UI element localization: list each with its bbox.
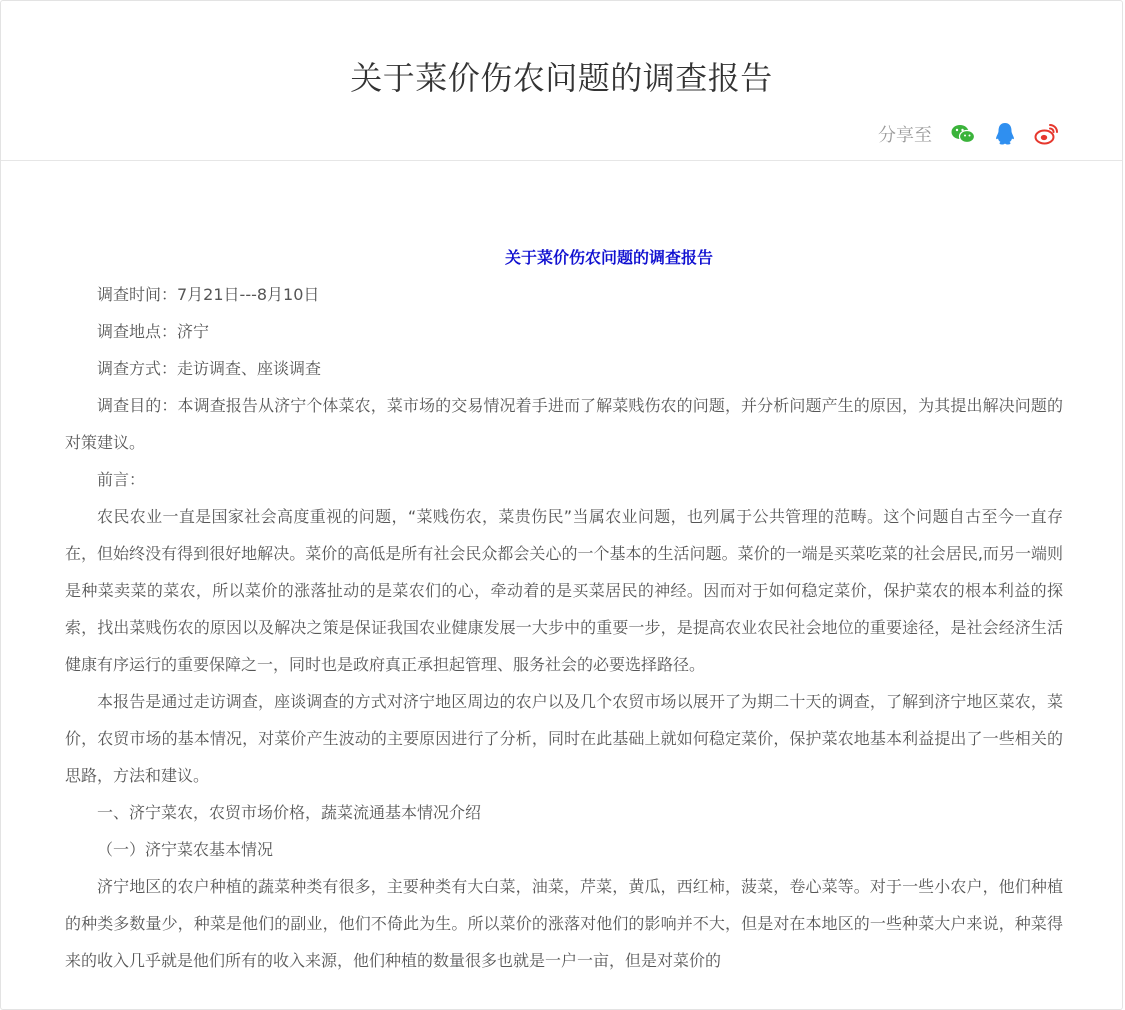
- share-bar: [878, 121, 1060, 147]
- article-header: [1, 1, 1122, 161]
- article-content: [65, 231, 1063, 979]
- share-label: 分享至: [878, 125, 932, 146]
- weibo-icon[interactable]: [1034, 121, 1060, 147]
- paragraph-survey-method: 调查方式：走访调查、座谈调查: [97, 359, 322, 378]
- qq-icon[interactable]: [992, 121, 1018, 147]
- page-title: 关于菜价伤农问题的调查报告: [350, 59, 773, 97]
- paragraph-report-intro: 本报告是通过走访调查，座谈调查的方式对济宁地区周边的农户以及几个农贸市场以展开了为期二十天的调查，了解到济宁地区菜农，菜价，农贸市场的基本情况，对菜价产生波动的主要原因进行了分析，同时在此基础上就如何稳定菜价，保护菜农地基本利益提出了一些相关的思路，方法和建议。: [65, 692, 1063, 785]
- subsection-heading-1: （一）济宁菜农基本情况: [97, 840, 274, 859]
- paragraph-survey-location: 调查地点：济宁: [97, 322, 210, 341]
- paragraph-preface-label: 前言：: [97, 470, 146, 489]
- paragraph-preface-body: 农民农业一直是国家社会高度重视的问题，“菜贱伤农，菜贵伤民”当属农业问题，也列属于公共管理的范畴。这个问题自古至今一直存在，但始终没有得到很好地解决。菜价的高低是所有社会民众都会关心的一个基本的生活问题。菜价的一端是买菜吃菜的社会居民,而另一端则是种菜卖菜的菜农，所以菜价的涨落扯动的是菜农们的心，牵动着的是买菜居民的神经。因而对于如何稳定菜价，保护菜农的根本利益的探索，找出菜贱伤农的原因以及解决之策是保证我国农业健康发展一大步中的重要一步，是提高农业农民社会地位的重要途径，是社会经济生活健康有序运行的重要保障之一，同时也是政府真正承担起管理、服务社会的必要选择路径。: [65, 507, 1063, 674]
- paragraph-survey-purpose: 调查目的：本调查报告从济宁个体菜农，菜市场的交易情况着手进而了解菜贱伤农的问题，并分析问题产生的原因，为其提出解决问题的对策建议。: [65, 396, 1063, 452]
- section-heading-1: 一、济宁菜农，农贸市场价格，蔬菜流通基本情况介绍: [97, 803, 482, 822]
- document-heading: 关于菜价伤农问题的调查报告: [504, 248, 713, 267]
- paragraph-farmer-situation: 济宁地区的农户种植的蔬菜种类有很多，主要种类有大白菜，油菜，芹菜，黄瓜，西红柿，菠菜，卷心菜等。对于一些小农户，他们种植的种类多数量少，种菜是他们的副业，他们不倚此为生。所以菜价的涨落对他们的影响并不大，但是对在本地区的一些种菜大户来说，种菜得来的收入几乎就是他们所有的收入来源，他们种植的数量很多也就是一户一亩，但是对菜价的: [65, 877, 1063, 970]
- paragraph-survey-time: 调查时间：7月21日---8月10日: [97, 285, 320, 304]
- wechat-icon[interactable]: [950, 121, 976, 147]
